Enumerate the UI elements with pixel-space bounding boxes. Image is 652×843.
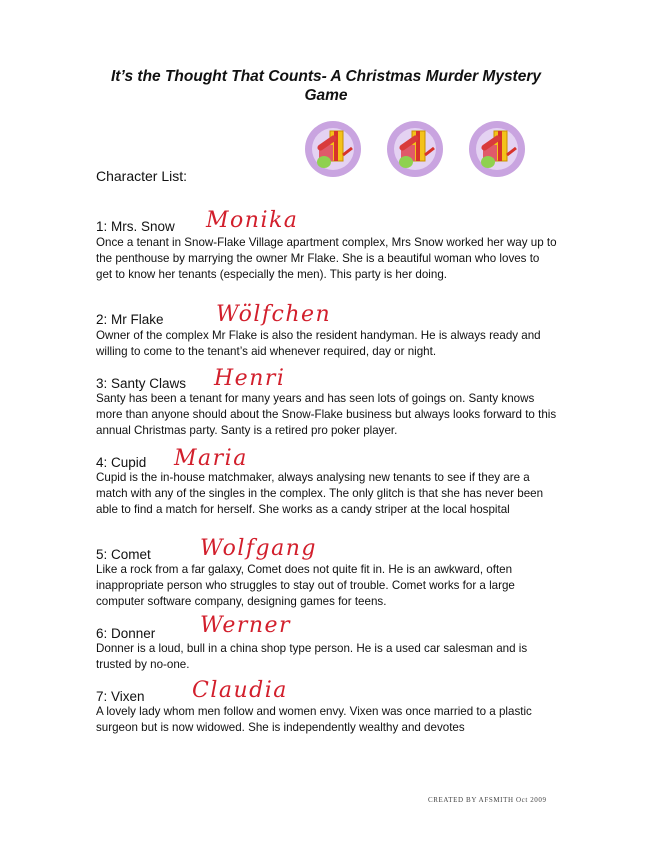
- character-label: 1: Mrs. Snow: [96, 219, 175, 234]
- character-description: Santy has been a tenant for many years and has seen lots of goings on. Santy knows more than anyone should about the Snow-Flake business but always looks forward to this annual Christmas party. Santy is a retired pro poker player.: [96, 392, 557, 437]
- page-title: It’s the Thought That Counts- A Christmas Murder Mystery Game: [110, 68, 541, 104]
- character-description: Donner is a loud, bull in a china shop type person. He is a used car salesman and is trusted by no-one.: [96, 642, 528, 671]
- character-description: Owner of the complex Mr Flake is also the resident handyman. He is always ready and willing to come to the tenant’s aid whenever required, day or night.: [96, 329, 541, 358]
- character-description: Cupid is the in-house matchmaker, always analysing new tenants to see if they are a match with any of the singles in the complex. The only glitch is that she has never been able to find a match for herself. She works as a candy striper at the local hospital: [96, 471, 544, 516]
- gift-icons: [303, 119, 527, 183]
- character-list-label: Character List:: [96, 168, 188, 184]
- footer-credit: CREATED BY AFSMITH Oct 2009: [428, 796, 547, 804]
- character-description: A lovely lady whom men follow and women envy. Vixen was once married to a plastic surgeon but is now widowed. She is independently wealthy and devotes: [96, 705, 532, 734]
- character-label: 3: Santy Claws: [96, 376, 187, 391]
- character-label: 5: Comet: [96, 547, 151, 562]
- character-description: Like a rock from a far galaxy, Comet does not quite fit in. He is an awkward, often inappropriate person who struggles to stay out of trouble. Comet works for a large computer software company, designing games for teens.: [96, 563, 515, 608]
- player-name: Wolfgang: [200, 536, 317, 561]
- character-label: 4: Cupid: [96, 455, 147, 470]
- player-name: Wölfchen: [216, 302, 332, 327]
- gift-icon: [385, 119, 445, 179]
- character-label: 7: Vixen: [96, 689, 145, 704]
- player-name: Werner: [200, 613, 292, 638]
- character-label: 6: Donner: [96, 626, 156, 641]
- player-name: Monika: [206, 208, 299, 233]
- character-description: Once a tenant in Snow-Flake Village apartment complex, Mrs Snow worked her way up to the penthouse by marrying the owner Mr Flake. She is a beautiful woman who loves to get to know her tenants (especially the men). This party is her doing.: [96, 236, 557, 281]
- player-name: Maria: [174, 446, 248, 471]
- character-label: 2: Mr Flake: [96, 312, 164, 327]
- player-name: Henri: [214, 366, 286, 391]
- player-name: Claudia: [192, 678, 288, 703]
- gift-icon: [303, 119, 363, 179]
- gift-icon: [467, 119, 527, 179]
